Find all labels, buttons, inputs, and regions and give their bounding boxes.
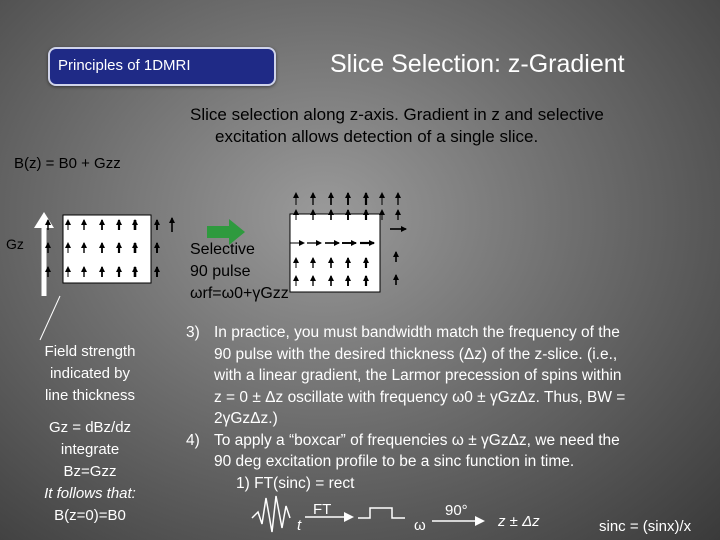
subpoint-text: FT(sinc) = rect (254, 474, 355, 492)
ft-label: FT (313, 501, 332, 518)
spin-b-top-0-6-head (395, 192, 401, 198)
sinc-label: sinc = (sinx)/x (599, 518, 692, 535)
note-line-2: indicated by (49, 365, 131, 382)
note-line-1: Field strength (44, 343, 136, 360)
spin-b-top-1-1-head (310, 209, 316, 215)
note-line-5: integrate (60, 441, 120, 458)
sinc-pulse-icon (252, 496, 290, 532)
spin-b-tipped-outer-head (401, 226, 407, 232)
selective-line-1: Selective (190, 241, 255, 258)
spin-b-top-0-1-head (310, 192, 316, 198)
selective-line-2: 90 pulse (190, 263, 251, 280)
outside-mid-top-head (169, 217, 175, 223)
note-pointer (40, 296, 60, 340)
slab-before (63, 215, 151, 283)
spin-b-top-0-2-head (328, 192, 334, 198)
spin-b-top-0-5-head (379, 192, 385, 198)
point-3-line-5: 2γGzΔz.) (214, 410, 278, 427)
excitation-arrow (207, 219, 245, 245)
spin-b-top-1-0-head (293, 209, 299, 215)
spin-b-outside-1-head (393, 274, 399, 280)
outside-mid-0-head (154, 219, 160, 225)
slide-title: Slice Selection: z-Gradient (330, 50, 625, 78)
point-3-line-2: 90 pulse with the desired thickness (Δz) of the z-slice. (i.e., (214, 345, 618, 363)
note-line-3: line thickness (44, 387, 136, 404)
point-4-line-1: To apply a “boxcar” of frequencies ω ± γGzΔz, we need the (214, 431, 620, 449)
spin-b-top-1-3-head (345, 209, 351, 215)
point-4-line-2: 90 deg excitation profile to be a sinc function in time. (214, 453, 575, 470)
rect-profile-icon (358, 508, 405, 518)
outside-mid-2-head (154, 266, 160, 272)
degree-label: 90° (445, 502, 468, 519)
gradient-arrow (34, 212, 54, 296)
point-3-line-3: with a linear gradient, the Larmor precession of spins within (214, 367, 622, 384)
badge-label: Principles of 1DMRI (58, 57, 191, 74)
spin-b-top-0-3-head (345, 192, 351, 198)
spin-b-top-1-6-head (395, 209, 401, 215)
spin-b-top-1-4-head (363, 209, 369, 215)
note-line-8: B(z=0)=B0 (54, 507, 126, 524)
point-3-number: 3) (186, 324, 200, 341)
gradient-label: Gz (6, 236, 24, 252)
selective-line-3: ωrf=ω0+γGzz (190, 285, 289, 302)
note-line-4: Gz = dBz/dz (48, 419, 132, 436)
point-4-number: 4) (186, 431, 200, 449)
intro-line-2: excitation allows detection of a single slice. (215, 127, 539, 146)
subpoint-number: 1) (236, 474, 250, 492)
note-line-6: Bz=Gzz (63, 463, 117, 480)
time-label: t (297, 517, 302, 534)
spin-b-top-1-5-head (379, 209, 385, 215)
field-equation: B(z) = B0 + Gzz (14, 155, 121, 172)
spin-b-top-1-2-head (328, 209, 334, 215)
spin-b-outside-0-head (393, 251, 399, 257)
outside-mid-1-head (154, 242, 160, 248)
point-3-line-1: In practice, you must bandwidth match the frequency of the (214, 324, 620, 341)
z-range-label: z ± Δz (498, 513, 540, 530)
note-line-7: It follows that: (44, 485, 136, 502)
spin-b-top-0-4-head (363, 192, 369, 198)
point-3-line-4: z = 0 ± Δz oscillate with frequency ω0 ± γGzΔz. Thus, BW = (214, 388, 626, 406)
intro-line-1: Slice selection along z-axis. Gradient in z and selective (190, 105, 604, 124)
spin-b-top-0-0-head (293, 192, 299, 198)
omega-label: ω (414, 517, 426, 534)
